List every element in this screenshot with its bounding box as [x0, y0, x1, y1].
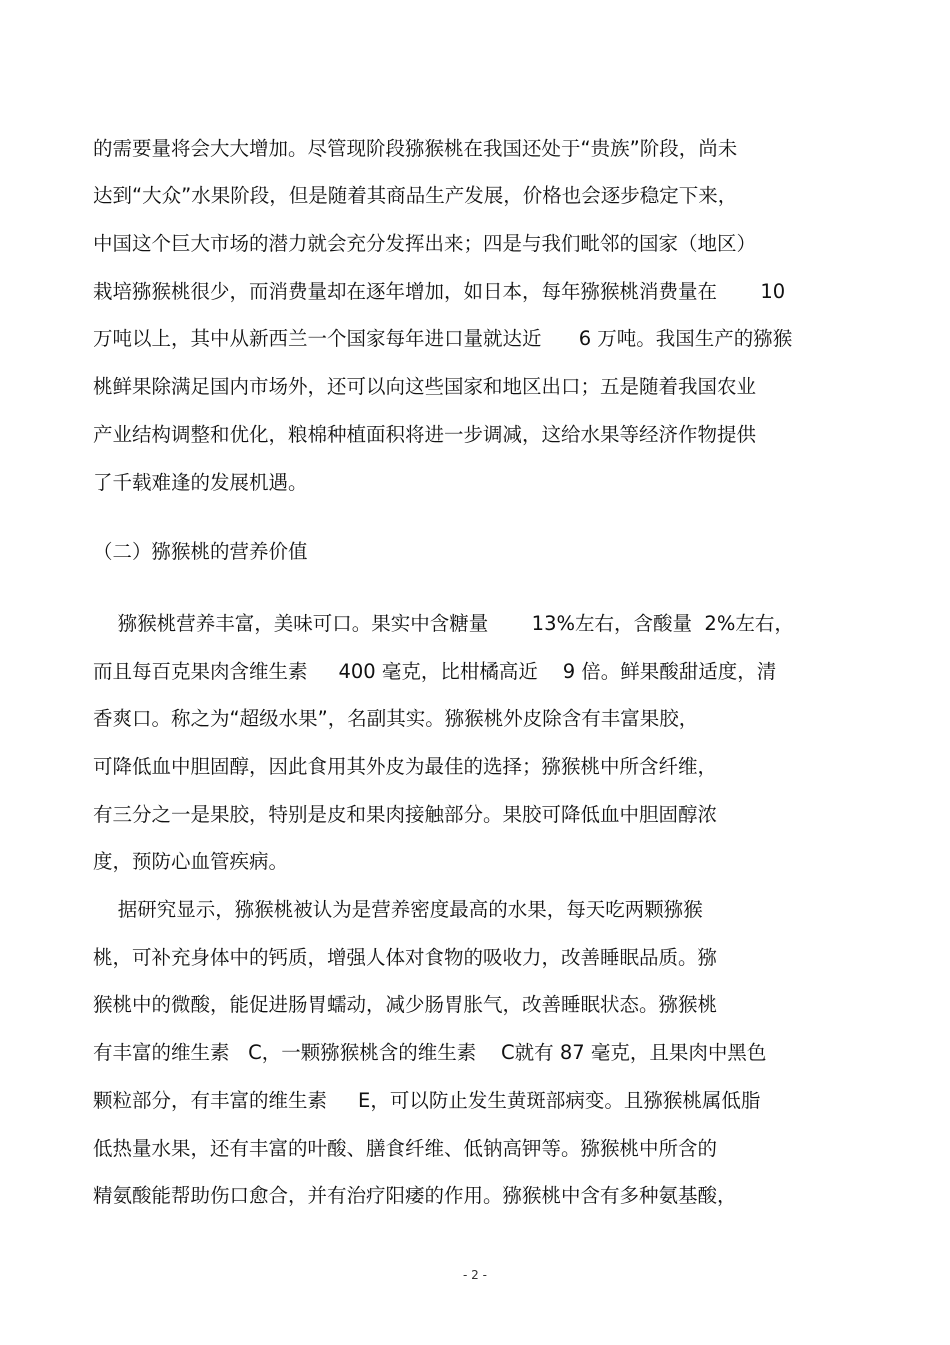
text-line: 产业结构调整和优化，粮棉种植面积将进一步调减，这给水果等经济作物提供	[93, 423, 757, 446]
text-line: 有三分之一是果胶，特别是皮和果肉接触部分。果胶可降低血中胆固醇浓	[93, 803, 718, 826]
text-line: 的需要量将会大大增加。尽管现阶段猕猴桃在我国还处于“贵族”阶段，尚未	[93, 137, 738, 160]
text-line: 有丰富的维生素 C，一颗猕猴桃含的维生素 C就有 87 毫克，且果肉中黑色	[93, 1041, 767, 1064]
text-line: 桃，可补充身体中的钙质，增强人体对食物的吸收力，改善睡眠品质。猕	[93, 946, 718, 969]
text-line: 桃鲜果除满足国内市场外，还可以向这些国家和地区出口；五是随着我国农业	[93, 375, 757, 398]
text-line: 低热量水果，还有丰富的叶酸、膳食纤维、低钠高钾等。猕猴桃中所含的	[93, 1137, 718, 1160]
text-line: 可降低血中胆固醇，因此食用其外皮为最佳的选择；猕猴桃中所含纤维，	[93, 755, 718, 778]
text-line: 而且每百克果肉含维生素 400 毫克，比柑橘高近 9 倍。鲜果酸甜适度，清	[93, 660, 777, 683]
text-line: 猕猴桃营养丰富，美味可口。果实中含糖量 13%左右，含酸量 2%左右，	[93, 612, 794, 635]
text-line: 香爽口。称之为“超级水果”，名副其实。猕猴桃外皮除含有丰富果胶，	[93, 707, 699, 730]
text-line: 了千载难逢的发展机遇。	[93, 471, 308, 494]
text-line: 中国这个巨大市场的潜力就会充分发挥出来；四是与我们毗邻的国家（地区）	[93, 232, 757, 255]
text-line: 万吨以上，其中从新西兰一个国家每年进口量就达近 6 万吨。我国生产的猕猴	[93, 327, 793, 350]
text-line: 精氨酸能帮助伤口愈合，并有治疗阳痿的作用。猕猴桃中含有多种氨基酸，	[93, 1184, 737, 1207]
text-line: 据研究显示，猕猴桃被认为是营养密度最高的水果，每天吃两颗猕猴	[93, 898, 703, 921]
section-heading: （二）猕猴桃的营养价值	[93, 540, 308, 563]
text-line: 度，预防心血管疾病。	[93, 850, 289, 873]
text-line: 猴桃中的微酸，能促进肠胃蠕动，减少肠胃胀气，改善睡眠状态。猕猴桃	[93, 993, 718, 1016]
text-line: 颗粒部分，有丰富的维生素 E，可以防止发生黄斑部病变。且猕猴桃属低脂	[93, 1089, 761, 1112]
text-line: 达到“大众”水果阶段，但是随着其商品生产发展，价格也会逐步稳定下来，	[93, 184, 738, 207]
text-line: 栽培猕猴桃很少，而消费量却在逐年增加，如日本，每年猕猴桃消费量在 10	[93, 280, 786, 303]
page-number: - 2 -	[463, 1268, 487, 1282]
